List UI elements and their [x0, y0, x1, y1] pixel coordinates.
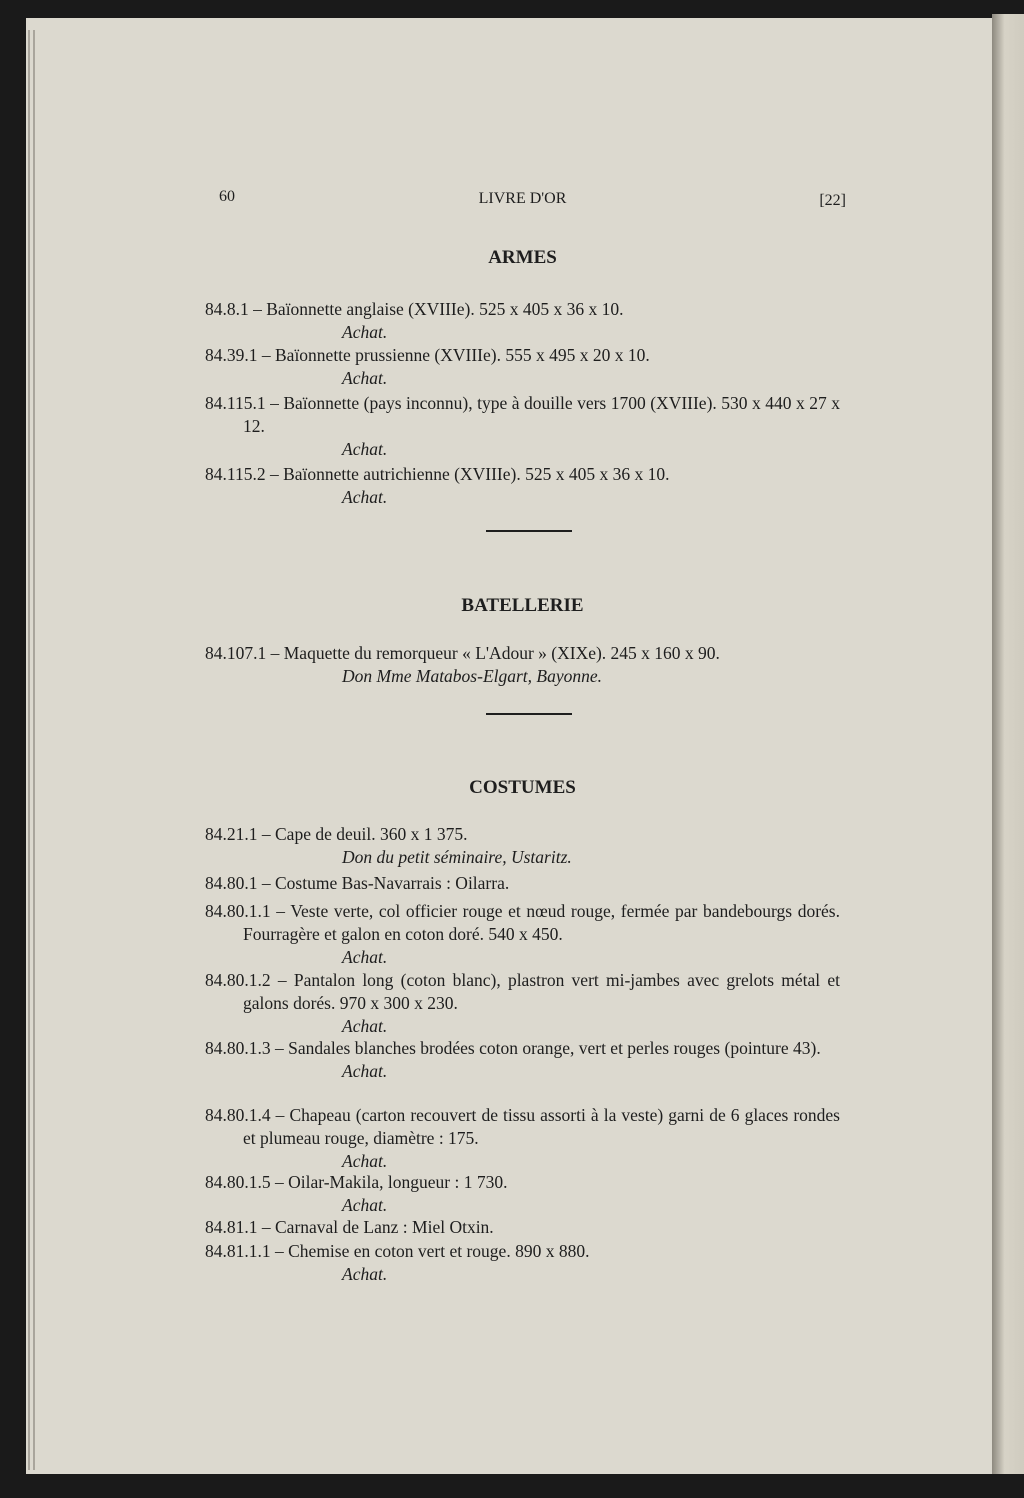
entry-text: 84.81.1.1 – Chemise en coton vert et rouge. 890 x 880. — [205, 1241, 590, 1261]
page-number: 60 — [219, 188, 235, 205]
catalog-entry — [205, 1216, 840, 1239]
entry-provenance: Achat. — [342, 1016, 388, 1036]
entry-text: 84.80.1 – Costume Bas-Navarrais : Oilarra. — [205, 873, 510, 893]
section-divider — [486, 530, 572, 532]
running-title: LIVRE D'OR — [478, 190, 567, 207]
page-edge — [28, 30, 30, 1470]
entry-text: 84.107.1 – Maquette du remorqueur « L'Adour » (XIXe). 245 x 160 x 90. — [205, 643, 720, 663]
catalog-entry — [205, 1240, 840, 1286]
entry-text: 84.21.1 – Cape de deuil. 360 x 1 375. — [205, 824, 468, 844]
entry-text: 84.80.1.3 – Sandales blanches brodées coton orange, vert et perles rouges (pointure 43). — [205, 1038, 821, 1058]
entry-text: 84.80.1.4 – Chapeau (carton recouvert de tissu assorti à la veste) garni de 6 glaces rondes et plumeau rouge, diamètre : 175. — [205, 1105, 840, 1148]
entry-text: 84.8.1 – Baïonnette anglaise (XVIIIe). 525 x 405 x 36 x 10. — [205, 299, 624, 319]
catalog-entry — [205, 872, 840, 895]
catalog-entry — [205, 642, 840, 688]
catalog-entry — [205, 344, 840, 390]
entry-provenance: Don Mme Matabos-Elgart, Bayonne. — [342, 666, 603, 686]
catalog-entry — [205, 1037, 840, 1083]
entry-provenance: Achat. — [342, 1151, 388, 1171]
catalog-entry — [205, 463, 840, 509]
entry-text: 84.115.1 – Baïonnette (pays inconnu), type à douille vers 1700 (XVIIIe). 530 x 440 x 27 x 12. — [205, 393, 840, 436]
section-title-armes: ARMES — [488, 247, 557, 268]
catalog-entry — [205, 298, 840, 344]
entry-provenance: Achat. — [342, 322, 388, 342]
entry-text: 84.39.1 – Baïonnette prussienne (XVIIIe). 555 x 495 x 20 x 10. — [205, 345, 650, 365]
catalog-entry — [205, 1171, 840, 1217]
entry-text: 84.80.1.2 – Pantalon long (coton blanc), plastron vert mi-jambes avec grelots métal et galons dorés. 970 x 300 x 230. — [205, 970, 840, 1013]
page-edge — [33, 30, 35, 1470]
entry-provenance: Don du petit séminaire, Ustaritz. — [342, 847, 572, 867]
section-title-costumes: COSTUMES — [469, 777, 576, 798]
entry-provenance: Achat. — [342, 1061, 388, 1081]
entry-provenance: Achat. — [342, 439, 388, 459]
entry-provenance: Achat. — [342, 368, 388, 388]
entry-text: 84.81.1 – Carnaval de Lanz : Miel Otxin. — [205, 1217, 494, 1237]
entry-text: 84.80.1.5 – Oilar-Makila, longueur : 1 730. — [205, 1172, 508, 1192]
entry-text: 84.115.2 – Baïonnette autrichienne (XVIIIe). 525 x 405 x 36 x 10. — [205, 464, 670, 484]
catalog-entry — [205, 1104, 840, 1173]
entry-provenance: Achat. — [342, 947, 388, 967]
entry-provenance: Achat. — [342, 1264, 388, 1284]
book-spine — [992, 14, 1024, 1474]
section-title-batellerie: BATELLERIE — [461, 595, 584, 616]
page-reference: [22] — [819, 192, 846, 209]
catalog-entry — [205, 969, 840, 1038]
catalog-entry — [205, 392, 840, 461]
section-divider — [486, 713, 572, 715]
running-header — [205, 188, 846, 212]
catalog-entry — [205, 823, 840, 869]
entry-text: 84.80.1.1 – Veste verte, col officier rouge et nœud rouge, fermée par bandebourgs dorés. Fourragère et galon en coton doré. 540 x 450. — [205, 901, 840, 944]
catalog-entry — [205, 900, 840, 969]
entry-provenance: Achat. — [342, 487, 388, 507]
entry-provenance: Achat. — [342, 1195, 388, 1215]
